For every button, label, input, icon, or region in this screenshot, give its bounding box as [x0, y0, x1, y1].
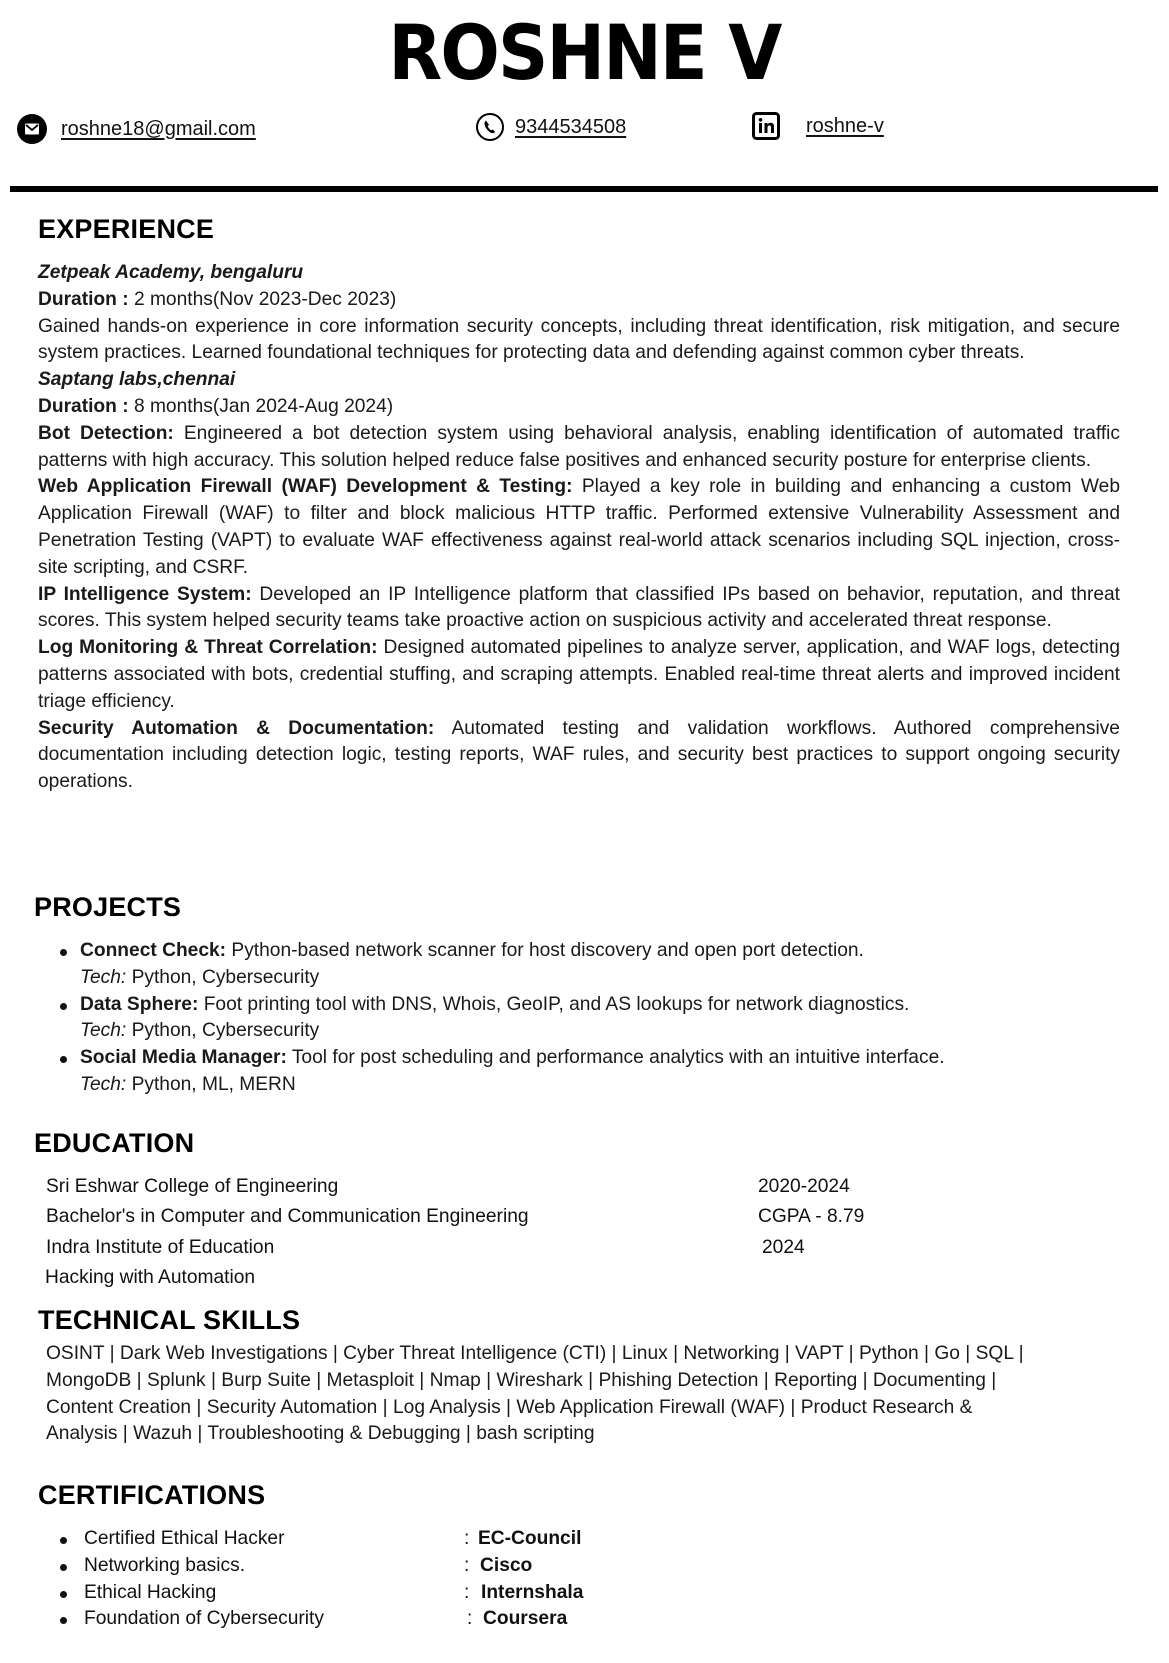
experience-section	[38, 260, 1120, 796]
phone-icon	[475, 112, 505, 142]
job-duration: Duration : 2 months(Nov 2023-Dec 2023)	[38, 288, 397, 310]
education-row: Indra Institute of Education 2024	[46, 1237, 805, 1258]
job-duration: Duration : 8 months(Jan 2024-Aug 2024)	[38, 395, 394, 417]
job-item: Log Monitoring & Threat Correlation: Designed automated pipelines to analyze server, application, and WAF logs, detecting patterns associated with bots, credential stuffing, and scraping attempts. Enabled real-time threat alerts and improved incident triage efficiency.	[38, 637, 1120, 712]
section-title-certifications: CERTIFICATIONS	[38, 1480, 266, 1510]
skills-list: OSINT | Dark Web Investigations | Cyber Threat Intelligence (CTI) | Linux | Networking | VAPT | Python | Go | SQL | MongoDB | Splunk | Burp Suite | Metasploit | Nmap | Wireshark | Phishing Detection | Reporting | Documenting | Content Creation | Security Automation | Log Analysis | Web Application Firewall (WAF) | Product Research & Analysis | Wazuh | Troubleshooting & Debugging | bash scripting	[46, 1343, 1024, 1445]
header-divider	[10, 186, 1158, 192]
education-row: Hacking with Automation	[45, 1267, 256, 1288]
education-row: Sri Eshwar College of Engineering 2020-2024	[46, 1176, 850, 1197]
job-item: Bot Detection: Engineered a bot detection system using behavioral analysis, enabling identification of automated traffic patterns with high accuracy. This solution helped reduce false positives and enhanced security posture for enterprise clients.	[38, 422, 1121, 471]
project-item: Data Sphere: Foot printing tool with DNS, Whois, GeoIP, and AS lookups for network diagnostics. Tech: Python, Cybersecurity	[60, 992, 1020, 1046]
section-title-skills: TECHNICAL SKILLS	[38, 1305, 301, 1335]
project-item: Connect Check: Python-based network scanner for host discovery and open port detection. Tech: Python, Cybersecurity	[60, 938, 1020, 992]
job-company: Saptang labs,chennai	[38, 369, 236, 391]
certification-item: Networking basics. : Cisco	[60, 1553, 620, 1580]
linkedin-icon	[752, 112, 780, 140]
certifications-list	[60, 1526, 620, 1633]
contact-email	[17, 114, 256, 144]
contact-linkedin	[752, 112, 884, 140]
linkedin-link[interactable]: roshne-v	[806, 114, 884, 137]
certification-item: Certified Ethical Hacker : EC-Council	[60, 1526, 620, 1553]
envelope-icon	[17, 114, 47, 144]
certification-item: Foundation of Cybersecurity : Coursera	[60, 1606, 620, 1633]
section-title-education: EDUCATION	[34, 1128, 195, 1158]
projects-list	[60, 938, 1020, 1099]
section-title-experience: EXPERIENCE	[38, 214, 215, 244]
education-row: Bachelor's in Computer and Communication Engineering CGPA - 8.79	[46, 1206, 865, 1227]
job-item: Web Application Firewall (WAF) Development & Testing: Played a key role in building and enhancing a custom Web Application Firewall (WAF) to filter and block malicious HTTP traffic. Performed extensive Vulnerability Assessment and Penetration Testing (VAPT) to evaluate WAF effectiveness against real-world attack scenarios including SQL injection, cross-site scripting, and CSRF.	[38, 476, 1120, 578]
phone-link[interactable]: 9344534508	[515, 115, 627, 138]
job-item: IP Intelligence System: Developed an IP Intelligence platform that classified IPs based on behavior, reputation, and threat scores. This system helped security teams take proactive action on suspicious activity and accelerated threat response.	[38, 583, 1121, 632]
project-item: Social Media Manager: Tool for post scheduling and performance analytics with an intuitive interface. Tech: Python, ML, MERN	[60, 1045, 1020, 1099]
job-description: Gained hands-on experience in core information security concepts, including threat identification, risk mitigation, and secure system practices. Learned foundational techniques for protecting data and defending against common cyber threats.	[38, 315, 1120, 364]
candidate-name: ROSHNE V	[388, 8, 781, 97]
job-item: Security Automation & Documentation: Automated testing and validation workflows. Authored comprehensive documentation including detection logic, testing reports, WAF rules, and security best practices to support ongoing security operations.	[38, 717, 1120, 793]
email-link[interactable]: roshne18@gmail.com	[61, 117, 256, 140]
job-company: Zetpeak Academy, bengaluru	[38, 262, 304, 283]
contact-phone	[475, 112, 626, 142]
section-title-projects: PROJECTS	[34, 892, 182, 922]
certification-item: Ethical Hacking : Internshala	[60, 1580, 620, 1607]
